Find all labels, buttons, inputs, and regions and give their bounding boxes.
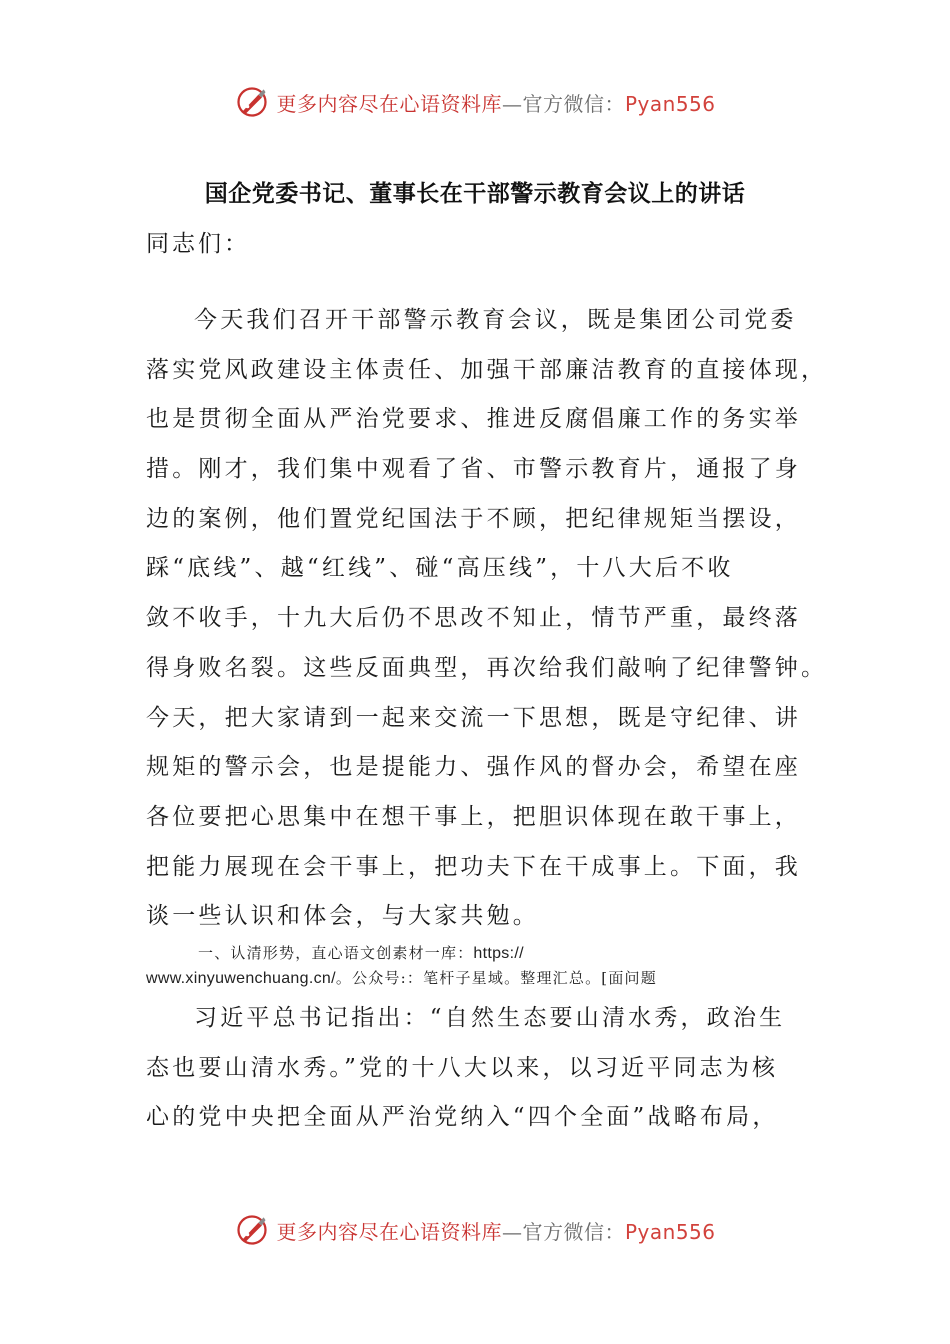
section-note-line-2 bbox=[146, 967, 826, 988]
text-line: 落实党风政建设主体责任、加强干部廉洁教育的直接体现， bbox=[146, 356, 828, 383]
banner-dash: — bbox=[501, 91, 523, 116]
text-line: 态也要山清水秀。”党的十八大以来，以习近平同志为核 bbox=[146, 1054, 779, 1081]
banner-main: 更多内容尽在心语资料库 bbox=[276, 91, 502, 116]
banner-text bbox=[276, 88, 715, 117]
text-line: 也是贯彻全面从严治党要求、推进反腐倡廉工作的务实举 bbox=[146, 406, 801, 433]
footer-banner bbox=[0, 1208, 950, 1252]
note-line2-text: 。公众号:：笔杆子星域。整理汇总。[面问题 bbox=[335, 969, 657, 987]
header-banner bbox=[0, 80, 950, 124]
text-line: 踩“底线”、越“红线”、碰“高压线”，十八大后不收 bbox=[146, 555, 734, 582]
document-title: 国企党委书记、董事长在干部警示教育会议上的讲话 bbox=[204, 181, 746, 207]
paragraph-2 bbox=[146, 998, 826, 1147]
pen-nib-logo-icon bbox=[234, 84, 270, 120]
note-line1-url: https:// bbox=[473, 945, 524, 962]
banner-main: 更多内容尽在心语资料库 bbox=[276, 1219, 502, 1244]
pen-nib-logo-icon bbox=[234, 1212, 270, 1248]
text-line: 习近平总书记指出：“自然生态要山清水秀，政治生 bbox=[194, 1005, 786, 1031]
banner-wechat-id: Pyan556 bbox=[624, 91, 716, 116]
text-line: 谈一些认识和体会，与大家共勉。 bbox=[146, 903, 539, 930]
paragraph-1 bbox=[146, 300, 826, 946]
text-line: 敛不收手，十九大后仍不思改不知止，情节严重，最终落 bbox=[146, 605, 801, 632]
text-line: 得身败名裂。这些反面典型，再次给我们敲响了纪律警钟。 bbox=[146, 654, 828, 681]
banner-official: 官方微信： bbox=[522, 91, 625, 116]
greeting: 同志们： bbox=[146, 231, 250, 257]
text-line: 规矩的警示会，也是提能力、强作风的督办会，希望在座 bbox=[146, 754, 801, 781]
text-line: 心的党中央把全面从严治党纳入“四个全面”战略布局， bbox=[146, 1104, 779, 1131]
note-line2-url: www.xinyuwenchuang.cn/ bbox=[146, 970, 336, 987]
section-note-line-1 bbox=[146, 942, 878, 963]
text-line: 今天我们召开干部警示教育会议，既是集团公司党委 bbox=[194, 307, 797, 333]
banner-text bbox=[276, 1216, 715, 1245]
banner-official: 官方微信： bbox=[522, 1219, 625, 1244]
banner-wechat-id: Pyan556 bbox=[624, 1219, 716, 1244]
banner-dash: — bbox=[501, 1219, 523, 1244]
text-line: 今天，把大家请到一起来交流一下思想，既是守纪律、讲 bbox=[146, 704, 801, 731]
text-line: 各位要把心思集中在想干事上，把胆识体现在敢干事上， bbox=[146, 803, 801, 830]
note-line1-text: 一、认清形势，直心语文创素材一库： bbox=[198, 944, 474, 962]
text-line: 措。刚才，我们集中观看了省、市警示教育片，通报了身 bbox=[146, 456, 801, 483]
text-line: 边的案例，他们置党纪国法于不顾，把纪律规矩当摆设， bbox=[146, 505, 801, 532]
text-line: 把能力展现在会干事上，把功夫下在干成事上。下面，我 bbox=[146, 853, 801, 880]
